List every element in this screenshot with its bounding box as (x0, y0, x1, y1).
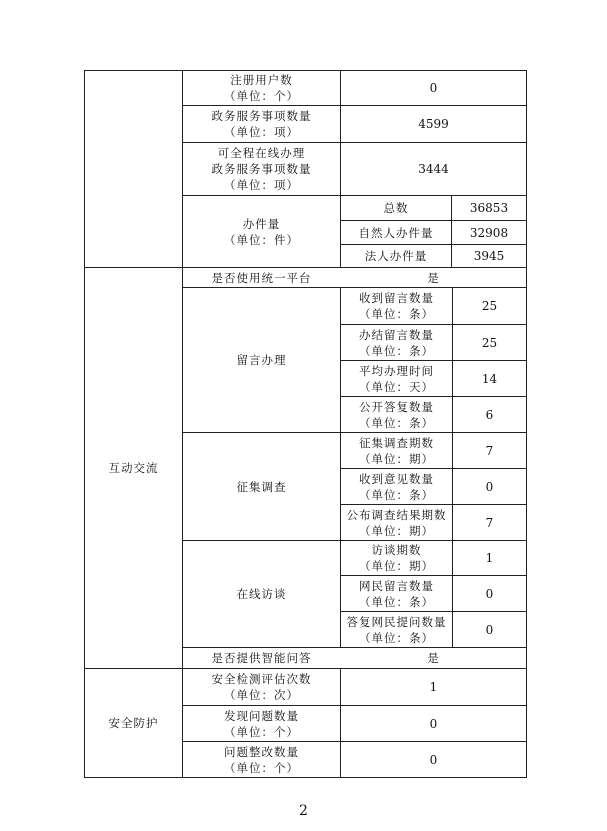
online-items-value: 3444 (418, 162, 449, 176)
survey-label: 征集调查 (236, 479, 287, 494)
section-security: 安全防护 (108, 716, 159, 730)
handled-natural-value: 32908 (469, 225, 509, 240)
handled-legal-value: 3945 (473, 249, 505, 263)
handled-label: 办件量 （单位：件） (224, 216, 299, 247)
messages-received-value: 25 (481, 299, 498, 313)
messages-label: 留言办理 (236, 353, 287, 367)
handled-legal-label: 法人办件量 (364, 249, 428, 263)
messages-avg-time-value: 14 (481, 371, 498, 386)
issues-fixed-value: 0 (429, 752, 438, 767)
interview-messages-label: 网民留言数量 （单位：条） (359, 578, 434, 609)
handled-total-value: 36853 (469, 201, 509, 215)
interview-replies-label: 答复网民提问数量 （单位：条） (346, 614, 447, 645)
unified-platform-value: 是 (427, 270, 440, 285)
messages-closed-value: 25 (481, 335, 498, 350)
page-number: 2 (299, 803, 308, 819)
messages-public-label: 公开答复数量 （单位：条） (359, 399, 434, 430)
issues-found-value: 0 (429, 716, 438, 731)
handled-natural-label: 自然人办件量 (358, 225, 434, 240)
messages-received-label: 收到留言数量 （单位：条） (359, 291, 434, 321)
security-checks-value: 1 (429, 680, 438, 694)
survey-periods-label: 征集调查期数 （单位：期） (359, 435, 434, 466)
unified-platform-label: 是否使用统一平台 (211, 270, 312, 285)
issues-found-label: 发现问题数量 （单位：个） (224, 708, 299, 739)
survey-results-label: 公布调查结果期数 （单位：期） (346, 507, 447, 538)
messages-public-value: 6 (485, 407, 494, 422)
smart-qa-value: 是 (427, 651, 440, 665)
interview-label: 在线访谈 (236, 587, 287, 601)
interview-messages-value: 0 (485, 586, 494, 601)
security-checks-label: 安全检测评估次数 （单位：次） (211, 672, 312, 702)
interview-periods-value: 1 (485, 551, 494, 565)
survey-opinions-label: 收到意见数量 （单位：条） (359, 471, 434, 502)
handled-total-label: 总数 (383, 201, 409, 215)
interview-periods-label: 访谈期数 （单位：期） (359, 543, 434, 573)
messages-closed-label: 办结留言数量 （单位：条） (359, 327, 434, 358)
registered-users-label: 注册用户数 （单位：个） (224, 73, 299, 103)
smart-qa-label: 是否提供智能问答 (211, 651, 312, 665)
survey-periods-value: 7 (485, 443, 494, 458)
section-interaction: 互动交流 (108, 461, 159, 475)
online-items-label: 可全程在线办理 政务服务事项数量 （单位：项） (211, 146, 312, 192)
survey-results-value: 7 (485, 515, 494, 530)
service-items-value: 4599 (418, 117, 449, 131)
service-items-label: 政务服务事项数量 （单位：项） (211, 109, 312, 139)
survey-opinions-value: 0 (485, 479, 494, 494)
messages-avg-time-label: 平均办理时间 （单位：天） (359, 363, 434, 394)
registered-users-value: 0 (429, 81, 438, 95)
interview-replies-value: 0 (485, 622, 494, 637)
issues-fixed-label: 问题整改数量 （单位：个） (224, 744, 299, 775)
